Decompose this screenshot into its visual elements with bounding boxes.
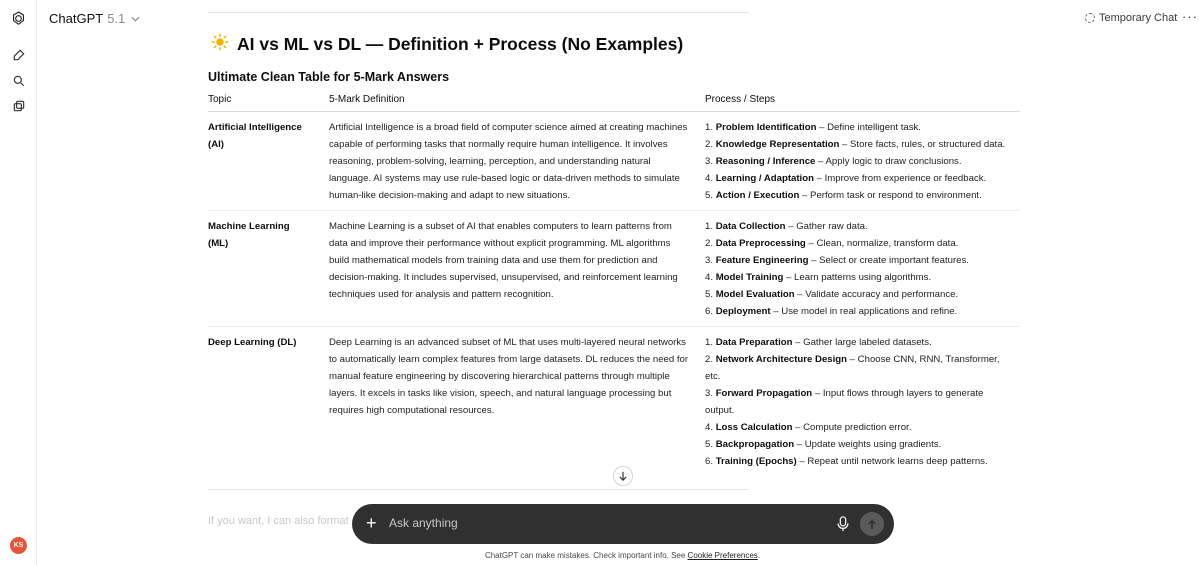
step-item: 5. Model Evaluation – Validate accuracy and performance. xyxy=(705,289,959,300)
steps-cell-dl xyxy=(705,334,1005,470)
topic-ml-line1: Machine Learning xyxy=(208,221,290,232)
row-divider xyxy=(208,210,1020,211)
microphone-icon[interactable] xyxy=(836,516,850,532)
step-item: 5. Action / Execution – Perform task or respond to environment. xyxy=(705,190,982,201)
step-item: 3. Reasoning / Inference – Apply logic to draw conclusions. xyxy=(705,156,962,167)
left-rail xyxy=(0,0,37,565)
step-item: 4. Model Training – Learn patterns using algorithms. xyxy=(705,272,932,283)
message-input[interactable]: Ask anything xyxy=(389,516,458,530)
table-header-divider xyxy=(208,111,1020,112)
step-item: 4. Learning / Adaptation – Improve from experience or feedback. xyxy=(705,173,987,184)
model-name: ChatGPT xyxy=(49,11,104,26)
disclaimer xyxy=(0,551,1199,560)
sun-emoji-icon xyxy=(211,33,229,56)
definition-cell-ai: Artificial Intelligence is a broad field of computer science aimed at creating machines capable of performing tasks that normally require human intelligence. It involves reasoning, problem-solving, learning, perception, and understanding natural language. AI systems may use rule-based logic or data-driven methods to simulate human-like decision-making and adapt to new situations. xyxy=(329,122,688,201)
cookie-preferences-link[interactable]: Cookie Preferences xyxy=(687,551,758,560)
arrow-up-icon xyxy=(867,519,877,530)
divider xyxy=(208,489,749,490)
step-item: 1. Problem Identification – Define intelligent task. xyxy=(705,122,921,133)
chevron-down-icon xyxy=(131,14,140,24)
temporary-chat-icon xyxy=(1085,13,1095,23)
header-topic: Topic xyxy=(208,94,232,105)
temporary-chat-label: Temporary Chat xyxy=(1099,12,1178,24)
send-button[interactable] xyxy=(860,512,884,536)
chat-composer[interactable] xyxy=(352,504,894,544)
step-item: 6. Deployment – Use model in real applications and refine. xyxy=(705,306,958,317)
more-options-icon[interactable]: ··· xyxy=(1182,9,1198,24)
model-version: 5.1 xyxy=(107,11,126,26)
step-item: 1. Data Preparation – Gather large labeled datasets. xyxy=(705,337,932,348)
steps-cell-ml xyxy=(705,218,1015,320)
faded-followup-text: If you want, I can also format xyxy=(208,515,349,527)
disclaimer-end: . xyxy=(757,551,761,560)
definition-cell-dl: Deep Learning is an advanced subset of ML that uses multi-layered neural networks to automatically learn complex features from large datasets. DL reduces the need for manual feature engineering by discovering hierarchical patterns through multiple layers. It excels in tasks like vision, speech, and natural language processing but requires high computational resources. xyxy=(329,337,689,416)
step-item: 3. Feature Engineering – Select or create important features. xyxy=(705,255,969,266)
temporary-chat-button[interactable] xyxy=(1085,12,1177,24)
step-item: 1. Data Collection – Gather raw data. xyxy=(705,221,868,232)
topic-ml-line2: (ML) xyxy=(208,238,229,249)
step-item: 6. Training (Epochs) – Repeat until network learns deep patterns. xyxy=(705,456,988,467)
step-item: 2. Data Preprocessing – Clean, normalize, transform data. xyxy=(705,238,959,249)
topic-ai-line2: (AI) xyxy=(208,139,224,150)
search-icon[interactable] xyxy=(10,72,27,89)
topic-cell-dl xyxy=(208,334,318,351)
topic-ai-line1: Artificial Intelligence xyxy=(208,122,302,133)
response-title xyxy=(211,33,683,56)
steps-cell-ai xyxy=(705,119,1015,204)
topic-cell-ml xyxy=(208,218,318,252)
new-chat-icon[interactable] xyxy=(10,46,27,63)
model-selector[interactable] xyxy=(49,11,140,26)
openai-logo-icon[interactable] xyxy=(10,10,27,27)
divider xyxy=(208,12,749,13)
scroll-down-button[interactable] xyxy=(613,466,633,486)
step-item: 3. Forward Propagation – Input flows through layers to generate output. xyxy=(705,388,984,416)
step-item: 4. Loss Calculation – Compute prediction error. xyxy=(705,422,912,433)
plus-icon[interactable]: + xyxy=(366,513,377,533)
arrow-down-icon xyxy=(618,471,628,482)
definition-cell-ml: Machine Learning is a subset of AI that enables computers to learn patterns from data and improve their performance without explicit programming. ML algorithms build mathematical models from training data and use them for prediction and decision-making. It includes supervised, unsupervised, and reinforcement learning techniques used for analysis and pattern recognition. xyxy=(329,221,678,300)
step-item: 5. Backpropagation – Update weights using gradients. xyxy=(705,439,942,450)
header-process: Process / Steps xyxy=(705,94,776,105)
table-subtitle: Ultimate Clean Table for 5-Mark Answers xyxy=(208,70,450,84)
row-divider xyxy=(208,326,1020,327)
topic-dl-line1: Deep Learning (DL) xyxy=(208,337,297,348)
disclaimer-text: ChatGPT can make mistakes. Check important info. See xyxy=(484,551,688,560)
step-item: 2. Network Architecture Design – Choose CNN, RNN, Transformer, etc. xyxy=(705,354,1000,382)
step-item: 2. Knowledge Representation – Store facts, rules, or structured data. xyxy=(705,139,1006,150)
user-avatar[interactable]: KS xyxy=(10,537,27,554)
library-icon[interactable] xyxy=(10,97,27,114)
title-text: AI vs ML vs DL — Definition + Process (No Examples) xyxy=(237,34,684,54)
header-definition: 5-Mark Definition xyxy=(329,94,405,105)
topic-cell-ai xyxy=(208,119,318,153)
